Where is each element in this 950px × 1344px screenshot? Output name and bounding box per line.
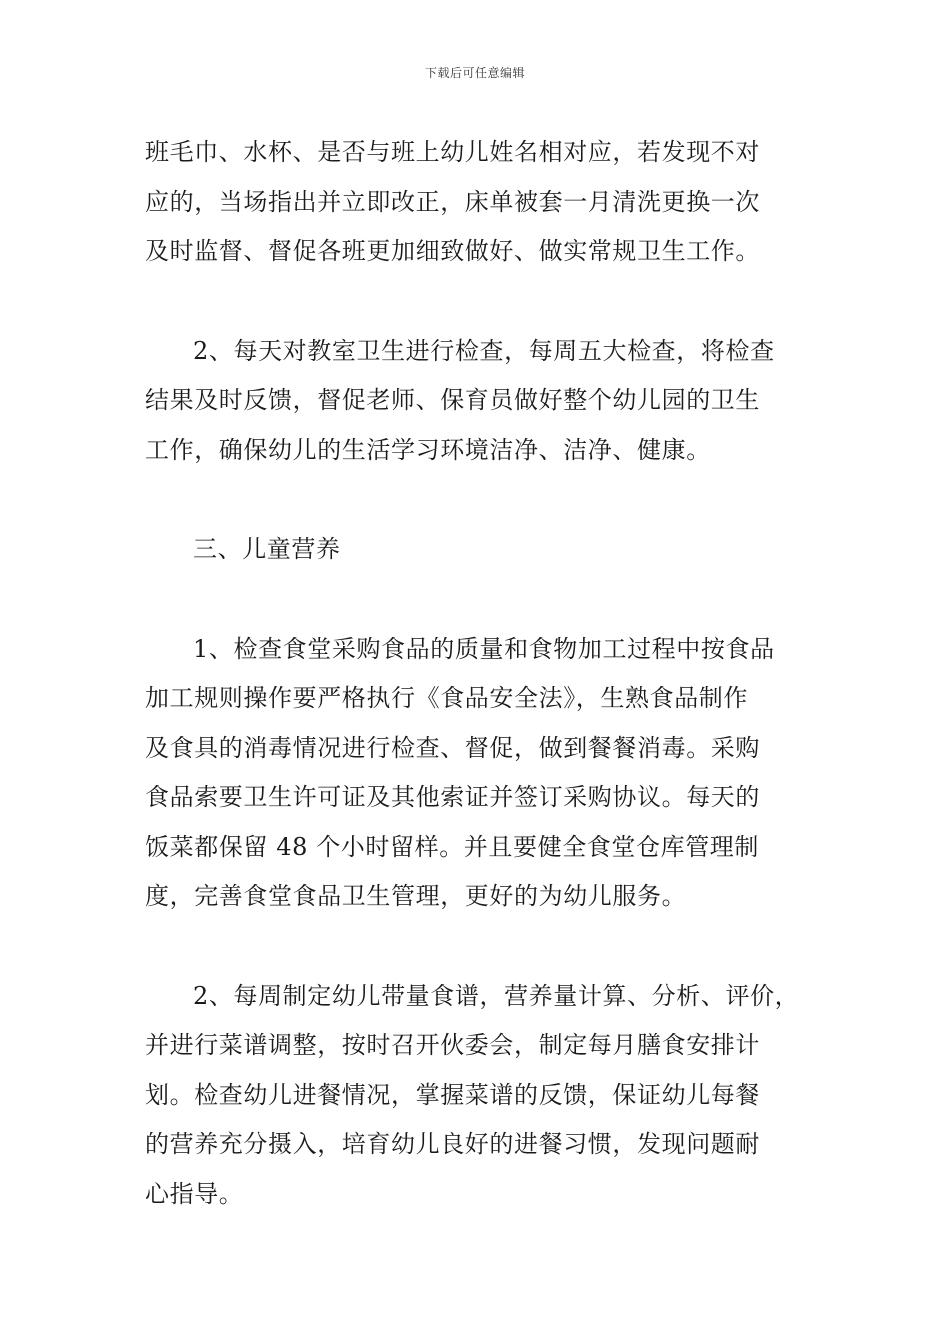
- text-line: 划。检查幼儿进餐情况，掌握菜谱的反馈，保证幼儿每餐: [145, 1080, 760, 1109]
- paragraph-hygiene-continued: [145, 128, 815, 277]
- section-heading: 三、儿童营养: [193, 535, 341, 563]
- paragraph-food-inspection: [145, 625, 815, 922]
- page-header: 下载后可任意编辑: [424, 66, 525, 80]
- text-line: 的营养充分摄入，培育幼儿良好的进餐习惯，发现问题耐: [145, 1130, 760, 1158]
- text-line: 心指导。: [145, 1179, 244, 1208]
- text-line: 加工规则操作要严格执行《食品安全法》，生熟食品制作: [145, 684, 748, 712]
- text-line: 2、每天对教室卫生进行检查，每周五大检查，将检查: [193, 336, 775, 365]
- document-body: [145, 128, 815, 1219]
- text-line: 饭菜都保留 48 个小时留样。并且要健全食堂仓库管理制: [145, 832, 759, 861]
- text-line: 应的，当场指出并立即改正，床单被套一月清洗更换一次: [145, 187, 760, 216]
- text-line: 工作，确保幼儿的生活学习环境洁净、洁净、健康。: [145, 435, 711, 464]
- text-line: 并进行菜谱调整，按时召开伙委会，制定每月膳食安排计: [145, 1031, 760, 1059]
- text-line: 食品索要卫生许可证及其他索证并签订采购协议。每天的: [145, 783, 760, 811]
- text-line: 2、每周制定幼儿带量食谱，营养量计算、分析、评价，: [193, 981, 800, 1010]
- text-line: 1、检查食堂采购食品的质量和食物加工过程中按食品: [193, 634, 775, 663]
- text-line: 及食具的消毒情况进行检查、督促，做到餐餐消毒。采购: [145, 733, 760, 762]
- text-line: 班毛巾、水杯、是否与班上幼儿姓名相对应，若发现不对: [145, 138, 760, 166]
- paragraph-weekly-recipes: [145, 972, 815, 1220]
- text-line: 结果及时反馈，督促老师、保育员做好整个幼儿园的卫生: [145, 386, 760, 414]
- paragraph-classroom-inspection: [145, 327, 815, 476]
- text-line: 度，完善食堂食品卫生管理，更好的为幼儿服务。: [145, 882, 687, 910]
- text-line: 及时监督、督促各班更加细致做好、做实常规卫生工作。: [145, 237, 760, 265]
